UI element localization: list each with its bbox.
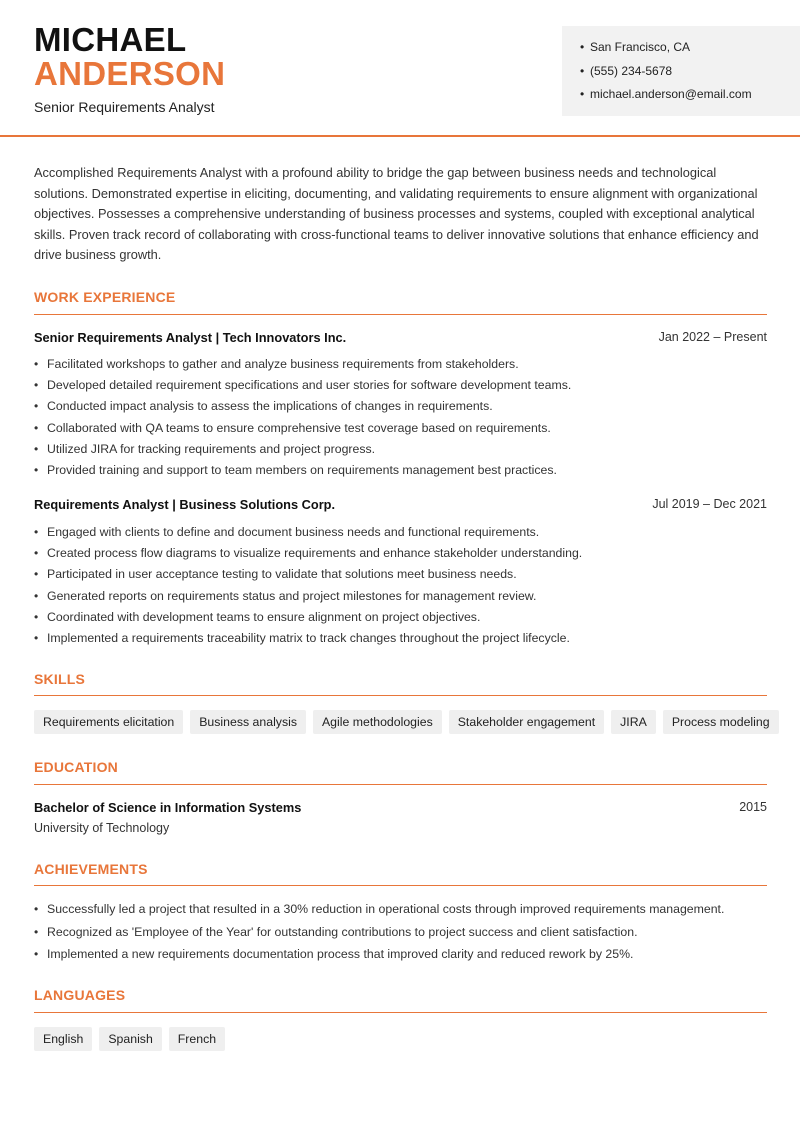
contact-box xyxy=(562,26,800,116)
job-title: Senior Requirements Analyst xyxy=(34,99,215,115)
bullet-text: Coordinated with development teams to ensure alignment on project objectives. xyxy=(47,609,481,624)
skills-list xyxy=(34,710,786,734)
phone-text: (555) 234-5678 xyxy=(590,63,673,78)
bullet-icon: • xyxy=(34,462,39,477)
list-item xyxy=(34,946,767,969)
list-item xyxy=(34,524,767,545)
list-item xyxy=(34,588,767,609)
bullet-text: Recognized as 'Employee of the Year' for outstanding contributions to project success and client satisfaction. xyxy=(47,924,638,939)
bullet-icon: • xyxy=(580,40,585,54)
job-role: Requirements Analyst | Business Solutions Corp. xyxy=(34,497,336,512)
language-tag: Spanish xyxy=(99,1027,161,1051)
section-divider xyxy=(34,314,767,315)
bullet-icon: • xyxy=(34,441,39,456)
skill-tag: Agile methodologies xyxy=(313,710,442,734)
bullet-text: Participated in user acceptance testing to validate that solutions meet business needs. xyxy=(47,567,517,582)
list-item xyxy=(34,398,767,419)
bullet-icon: • xyxy=(34,609,39,624)
language-tag: English xyxy=(34,1027,92,1051)
list-item xyxy=(34,356,767,377)
bullet-text: Collaborated with QA teams to ensure comprehensive test coverage based on requirements. xyxy=(47,420,551,435)
bullet-icon: • xyxy=(580,63,585,78)
contact-email xyxy=(580,85,800,109)
list-item xyxy=(34,566,767,587)
list-item xyxy=(34,630,767,651)
email-text: michael.anderson@email.com xyxy=(590,87,752,101)
section-divider xyxy=(34,1012,767,1013)
section-divider xyxy=(34,885,767,886)
bullet-text: Provided training and support to team members on requirements management best practices. xyxy=(47,462,557,477)
job-dates: Jan 2022 – Present xyxy=(658,330,767,344)
education-school: University of Technology xyxy=(34,821,170,835)
resume-header xyxy=(0,0,800,137)
achievements-heading: ACHIEVEMENTS xyxy=(34,861,148,877)
education-year: 2015 xyxy=(739,800,767,814)
skill-tag: Process modeling xyxy=(663,710,779,734)
list-item xyxy=(34,924,767,947)
list-item xyxy=(34,441,767,462)
bullet-text: Facilitated workshops to gather and analyze business requirements from stakeholders. xyxy=(47,357,519,371)
job-dates: Jul 2019 – Dec 2021 xyxy=(652,497,767,511)
bullet-icon: • xyxy=(34,357,39,371)
list-item xyxy=(34,462,767,483)
list-item xyxy=(34,420,767,441)
list-item xyxy=(34,545,767,566)
skill-tag: Business analysis xyxy=(190,710,306,734)
bullet-icon: • xyxy=(34,567,39,582)
bullet-text: Implemented a new requirements documentation process that improved clarity and reduced rework by 25%. xyxy=(47,947,634,961)
bullet-text: Created process flow diagrams to visualize requirements and enhance stakeholder understanding. xyxy=(47,546,583,561)
first-name: MICHAEL xyxy=(34,21,187,58)
location-text: San Francisco, CA xyxy=(590,40,691,54)
job-header xyxy=(34,497,767,515)
bullet-text: Utilized JIRA for tracking requirements and project progress. xyxy=(47,441,376,456)
bullet-text: Generated reports on requirements status and project milestones for management review. xyxy=(47,588,537,603)
skills-heading: SKILLS xyxy=(34,671,85,687)
bullet-text: Developed detailed requirement specifications and user stories for software development teams. xyxy=(47,378,572,393)
skill-tag: Stakeholder engagement xyxy=(449,710,604,734)
list-item xyxy=(34,901,767,924)
skill-tag: Requirements elicitation xyxy=(34,710,183,734)
achievements-list xyxy=(34,901,767,969)
section-divider xyxy=(34,695,767,696)
bullet-text: Engaged with clients to define and document business needs and functional requirements. xyxy=(47,525,540,539)
bullet-icon: • xyxy=(34,947,39,961)
bullet-icon: • xyxy=(34,399,39,414)
professional-summary: Accomplished Requirements Analyst with a profound ability to bridge the gap between business needs and technological solutions. Demonstrated expertise in eliciting, documenting, and validating requirements to ensure alignment with organizational objectives. Possesses a comprehensive understanding of business processes and systems, coupled with exceptional analytical skills. Proven track record of collaborating with cross-functional teams to deliver innovative solutions that enhance efficiency and drive business growth. xyxy=(34,165,759,262)
bullet-text: Conducted impact analysis to assess the implications of changes in requirements. xyxy=(47,399,493,414)
skill-tag: JIRA xyxy=(611,710,656,734)
education-heading: EDUCATION xyxy=(34,759,118,775)
bullet-icon: • xyxy=(34,378,39,393)
bullet-icon: • xyxy=(34,546,39,561)
last-name: ANDERSON xyxy=(34,55,226,92)
contact-location xyxy=(580,38,800,62)
bullet-icon: • xyxy=(580,87,585,101)
language-tag: French xyxy=(169,1027,225,1051)
education-degree: Bachelor of Science in Information Systems xyxy=(34,800,302,815)
bullet-text: Implemented a requirements traceability matrix to track changes throughout the project lifecycle. xyxy=(47,630,570,645)
job-header xyxy=(34,330,767,348)
bullet-icon: • xyxy=(34,525,39,539)
bullet-icon: • xyxy=(34,902,39,916)
contact-phone xyxy=(580,62,800,86)
list-item xyxy=(34,377,767,398)
bullet-icon: • xyxy=(34,588,39,603)
job-bullets xyxy=(34,356,767,483)
job-bullets xyxy=(34,524,767,651)
bullet-icon: • xyxy=(34,924,39,939)
list-item xyxy=(34,609,767,630)
languages-list xyxy=(34,1027,232,1051)
bullet-icon: • xyxy=(34,420,39,435)
section-divider xyxy=(34,784,767,785)
bullet-text: Successfully led a project that resulted in a 30% reduction in operational costs through improved requirements management. xyxy=(47,902,725,916)
job-role: Senior Requirements Analyst | Tech Innovators Inc. xyxy=(34,330,347,345)
languages-heading: LANGUAGES xyxy=(34,987,126,1003)
bullet-icon: • xyxy=(34,630,39,645)
work-experience-heading: WORK EXPERIENCE xyxy=(34,289,176,305)
